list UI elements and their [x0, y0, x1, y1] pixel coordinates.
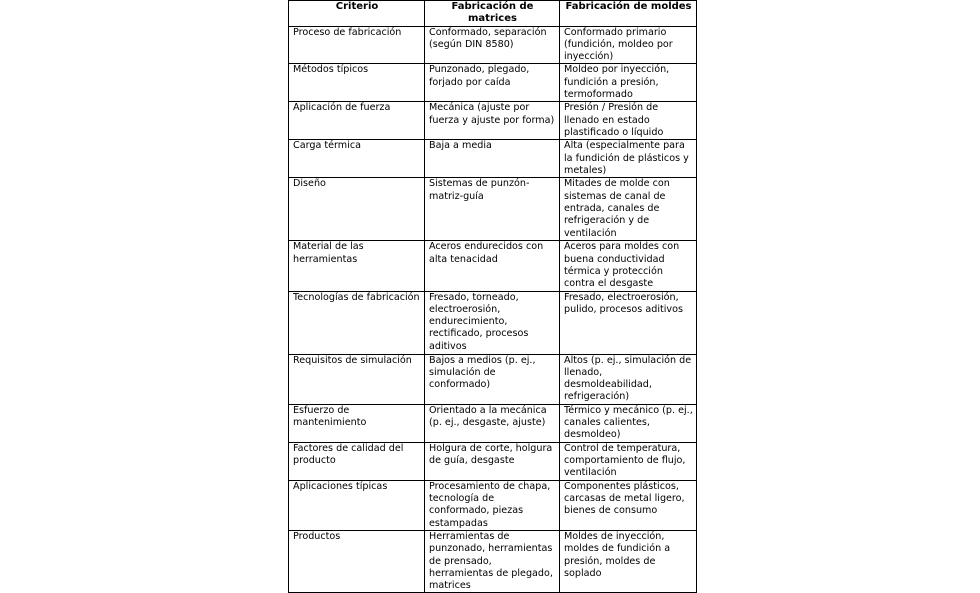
table-row [289, 102, 697, 140]
cell-criterio: Aplicaciones típicas [289, 480, 425, 530]
cell-moldes: Conformado primario (fundición, moldeo por inyección) [560, 26, 697, 64]
table-row [289, 354, 697, 404]
cell-criterio: Aplicación de fuerza [289, 102, 425, 140]
cell-matrices: Fresado, torneado, electroerosión, endurecimiento, rectificado, procesos aditivos [425, 291, 560, 354]
table-row [289, 64, 697, 102]
cell-criterio: Esfuerzo de mantenimiento [289, 404, 425, 442]
cell-criterio: Productos [289, 530, 425, 592]
cell-matrices: Sistemas de punzón-matriz-guía [425, 178, 560, 241]
cell-criterio: Proceso de fabricación [289, 26, 425, 64]
table-header [289, 1, 697, 27]
cell-criterio: Requisitos de simulación [289, 354, 425, 404]
cell-criterio: Material de las herramientas [289, 241, 425, 291]
cell-matrices: Holgura de corte, holgura de guía, desgaste [425, 442, 560, 480]
table-row [289, 530, 697, 592]
cell-moldes: Componentes plásticos, carcasas de metal ligero, bienes de consumo [560, 480, 697, 530]
cell-matrices: Aceros endurecidos con alta tenacidad [425, 241, 560, 291]
table-body [289, 26, 697, 593]
header-criterio: Criterio [289, 1, 425, 27]
cell-moldes: Aceros para moldes con buena conductividad térmica y protección contra el desgaste [560, 241, 697, 291]
cell-moldes: Fresado, electroerosión, pulido, procesos aditivos [560, 291, 697, 354]
table-row [289, 26, 697, 64]
cell-criterio: Tecnologías de fabricación [289, 291, 425, 354]
cell-matrices: Orientado a la mecánica (p. ej., desgaste, ajuste) [425, 404, 560, 442]
table-row [289, 140, 697, 178]
cell-matrices: Mecánica (ajuste por fuerza y ajuste por forma) [425, 102, 560, 140]
cell-moldes: Moldes de inyección, moldes de fundición a presión, moldes de soplado [560, 530, 697, 592]
cell-matrices: Herramientas de punzonado, herramientas de prensado, herramientas de plegado, matrices [425, 530, 560, 592]
cell-criterio: Métodos típicos [289, 64, 425, 102]
table-row [289, 442, 697, 480]
cell-moldes: Mitades de molde con sistemas de canal de entrada, canales de refrigeración y de ventilación [560, 178, 697, 241]
cell-moldes: Altos (p. ej., simulación de llenado, desmoldeabilidad, refrigeración) [560, 354, 697, 404]
cell-moldes: Térmico y mecánico (p. ej., canales calientes, desmoldeo) [560, 404, 697, 442]
cell-criterio: Carga térmica [289, 140, 425, 178]
cell-moldes: Alta (especialmente para la fundición de plásticos y metales) [560, 140, 697, 178]
table-row [289, 480, 697, 530]
header-row [289, 1, 697, 27]
comparison-table [288, 0, 697, 593]
header-matrices: Fabricación de matrices [425, 1, 560, 27]
table-row [289, 404, 697, 442]
cell-matrices: Punzonado, plegado, forjado por caída [425, 64, 560, 102]
cell-matrices: Baja a media [425, 140, 560, 178]
cell-matrices: Procesamiento de chapa, tecnología de conformado, piezas estampadas [425, 480, 560, 530]
cell-matrices: Conformado, separación (según DIN 8580) [425, 26, 560, 64]
table-row [289, 241, 697, 291]
cell-moldes: Presión / Presión de llenado en estado plastificado o líquido [560, 102, 697, 140]
cell-criterio: Diseño [289, 178, 425, 241]
header-moldes: Fabricación de moldes [560, 1, 697, 27]
cell-moldes: Moldeo por inyección, fundición a presión, termoformado [560, 64, 697, 102]
cell-moldes: Control de temperatura, comportamiento de flujo, ventilación [560, 442, 697, 480]
cell-matrices: Bajos a medios (p. ej., simulación de conformado) [425, 354, 560, 404]
table-row [289, 291, 697, 354]
cell-criterio: Factores de calidad del producto [289, 442, 425, 480]
table-row [289, 178, 697, 241]
